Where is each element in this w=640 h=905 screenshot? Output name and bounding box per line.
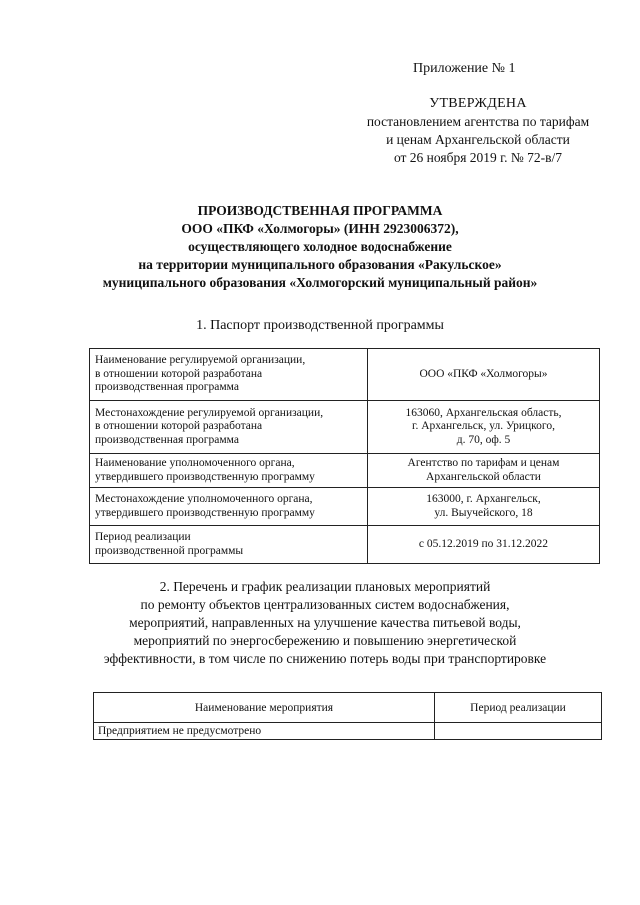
column-header-measure: Наименование мероприятия [94,693,435,723]
passport-key-line: утвердившего производственную программу [95,470,315,483]
passport-key-line: Наименование регулируемой организации, [95,354,306,367]
approval-block [330,95,626,167]
measures-table [93,692,602,740]
table-row [90,401,600,454]
program-title-line: на территории муниципального образования «Ракульское» [138,257,502,272]
passport-value-line: Агентство по тарифам и ценам [407,457,560,469]
passport-key-line: Местонахождение уполномоченного органа, [95,493,313,505]
passport-value-line: ООО «ПКФ «Холмогоры» [419,367,548,380]
table-row [90,526,600,564]
section2-title-line: мероприятий, направленных на улучшение качества питьевой воды, [129,615,521,630]
approval-line: и ценам Архангельской области [386,132,570,147]
table-row [90,349,600,401]
passport-key-cell [90,488,368,526]
period-cell [435,723,602,740]
passport-value-cell [368,526,600,564]
section2-title-line: эффективности, в том числе по снижению потерь воды при транспортировке [103,651,547,666]
passport-key-cell [90,454,368,488]
approval-line: от 26 ноября 2019 г. № 72-в/7 [393,150,563,165]
passport-value-line: ул. Выучейского, 18 [434,506,533,519]
table-row [90,488,600,526]
passport-key-cell [90,401,368,454]
section2-title-line: 2. Перечень и график реализации плановых мероприятий [159,579,491,594]
appendix-label: Приложение № 1 [413,61,516,76]
passport-table [89,348,600,564]
passport-key-cell [90,349,368,401]
passport-value-line: 163000, г. Архангельск, [426,493,541,505]
table-row [94,723,602,740]
passport-value-line: 163060, Архангельская область, [405,406,562,419]
program-title [60,202,580,292]
program-title-line: осуществляющего холодное водоснабжение [188,239,452,254]
passport-key-line: в отношении которой разработана [95,420,263,433]
program-title-line: ООО «ПКФ «Холмогоры» (ИНН 2923006372), [181,221,459,236]
passport-table-body [90,349,600,564]
passport-key-line: утвердившего производственную программу [95,506,315,519]
passport-value-line: д. 70, оф. 5 [456,433,511,446]
section2-title [60,578,590,668]
passport-value-cell [368,454,600,488]
section2-title-line: по ремонту объектов централизованных систем водоснабжения, [140,597,510,612]
section2-title-line: мероприятий по энергосбережению и повышению энергетической [133,633,517,648]
passport-value-cell [368,349,600,401]
passport-key-line: в отношении которой разработана [95,367,263,380]
passport-value-cell [368,401,600,454]
passport-value-line: Архангельской области [426,470,541,483]
passport-key-line: производственная программа [95,433,239,446]
passport-value-line: с 05.12.2019 по 31.12.2022 [418,537,549,550]
column-header-period: Период реализации [435,693,602,723]
section1-title: 1. Паспорт производственной программы [196,318,444,333]
passport-key-cell [90,526,368,564]
passport-value-line: г. Архангельск, ул. Урицкого, [412,420,555,433]
table-row [90,454,600,488]
measures-header-row [94,693,602,723]
passport-key-line: Наименование уполномоченного органа, [95,457,295,469]
program-title-line: ПРОИЗВОДСТВЕННАЯ ПРОГРАММА [197,203,443,218]
passport-key-line: Период реализации [95,531,191,543]
passport-key-line: производственной программы [95,544,244,557]
measure-cell: Предприятием не предусмотрено [94,723,435,740]
approval-line: постановлением агентства по тарифам [366,114,590,129]
passport-value-cell [368,488,600,526]
approval-title: УТВЕРЖДЕНА [429,96,527,111]
passport-key-line: Местонахождение регулируемой организации, [95,406,324,419]
passport-key-line: производственная программа [95,381,239,394]
program-title-line: муниципального образования «Холмогорский муниципальный район» [102,275,538,290]
